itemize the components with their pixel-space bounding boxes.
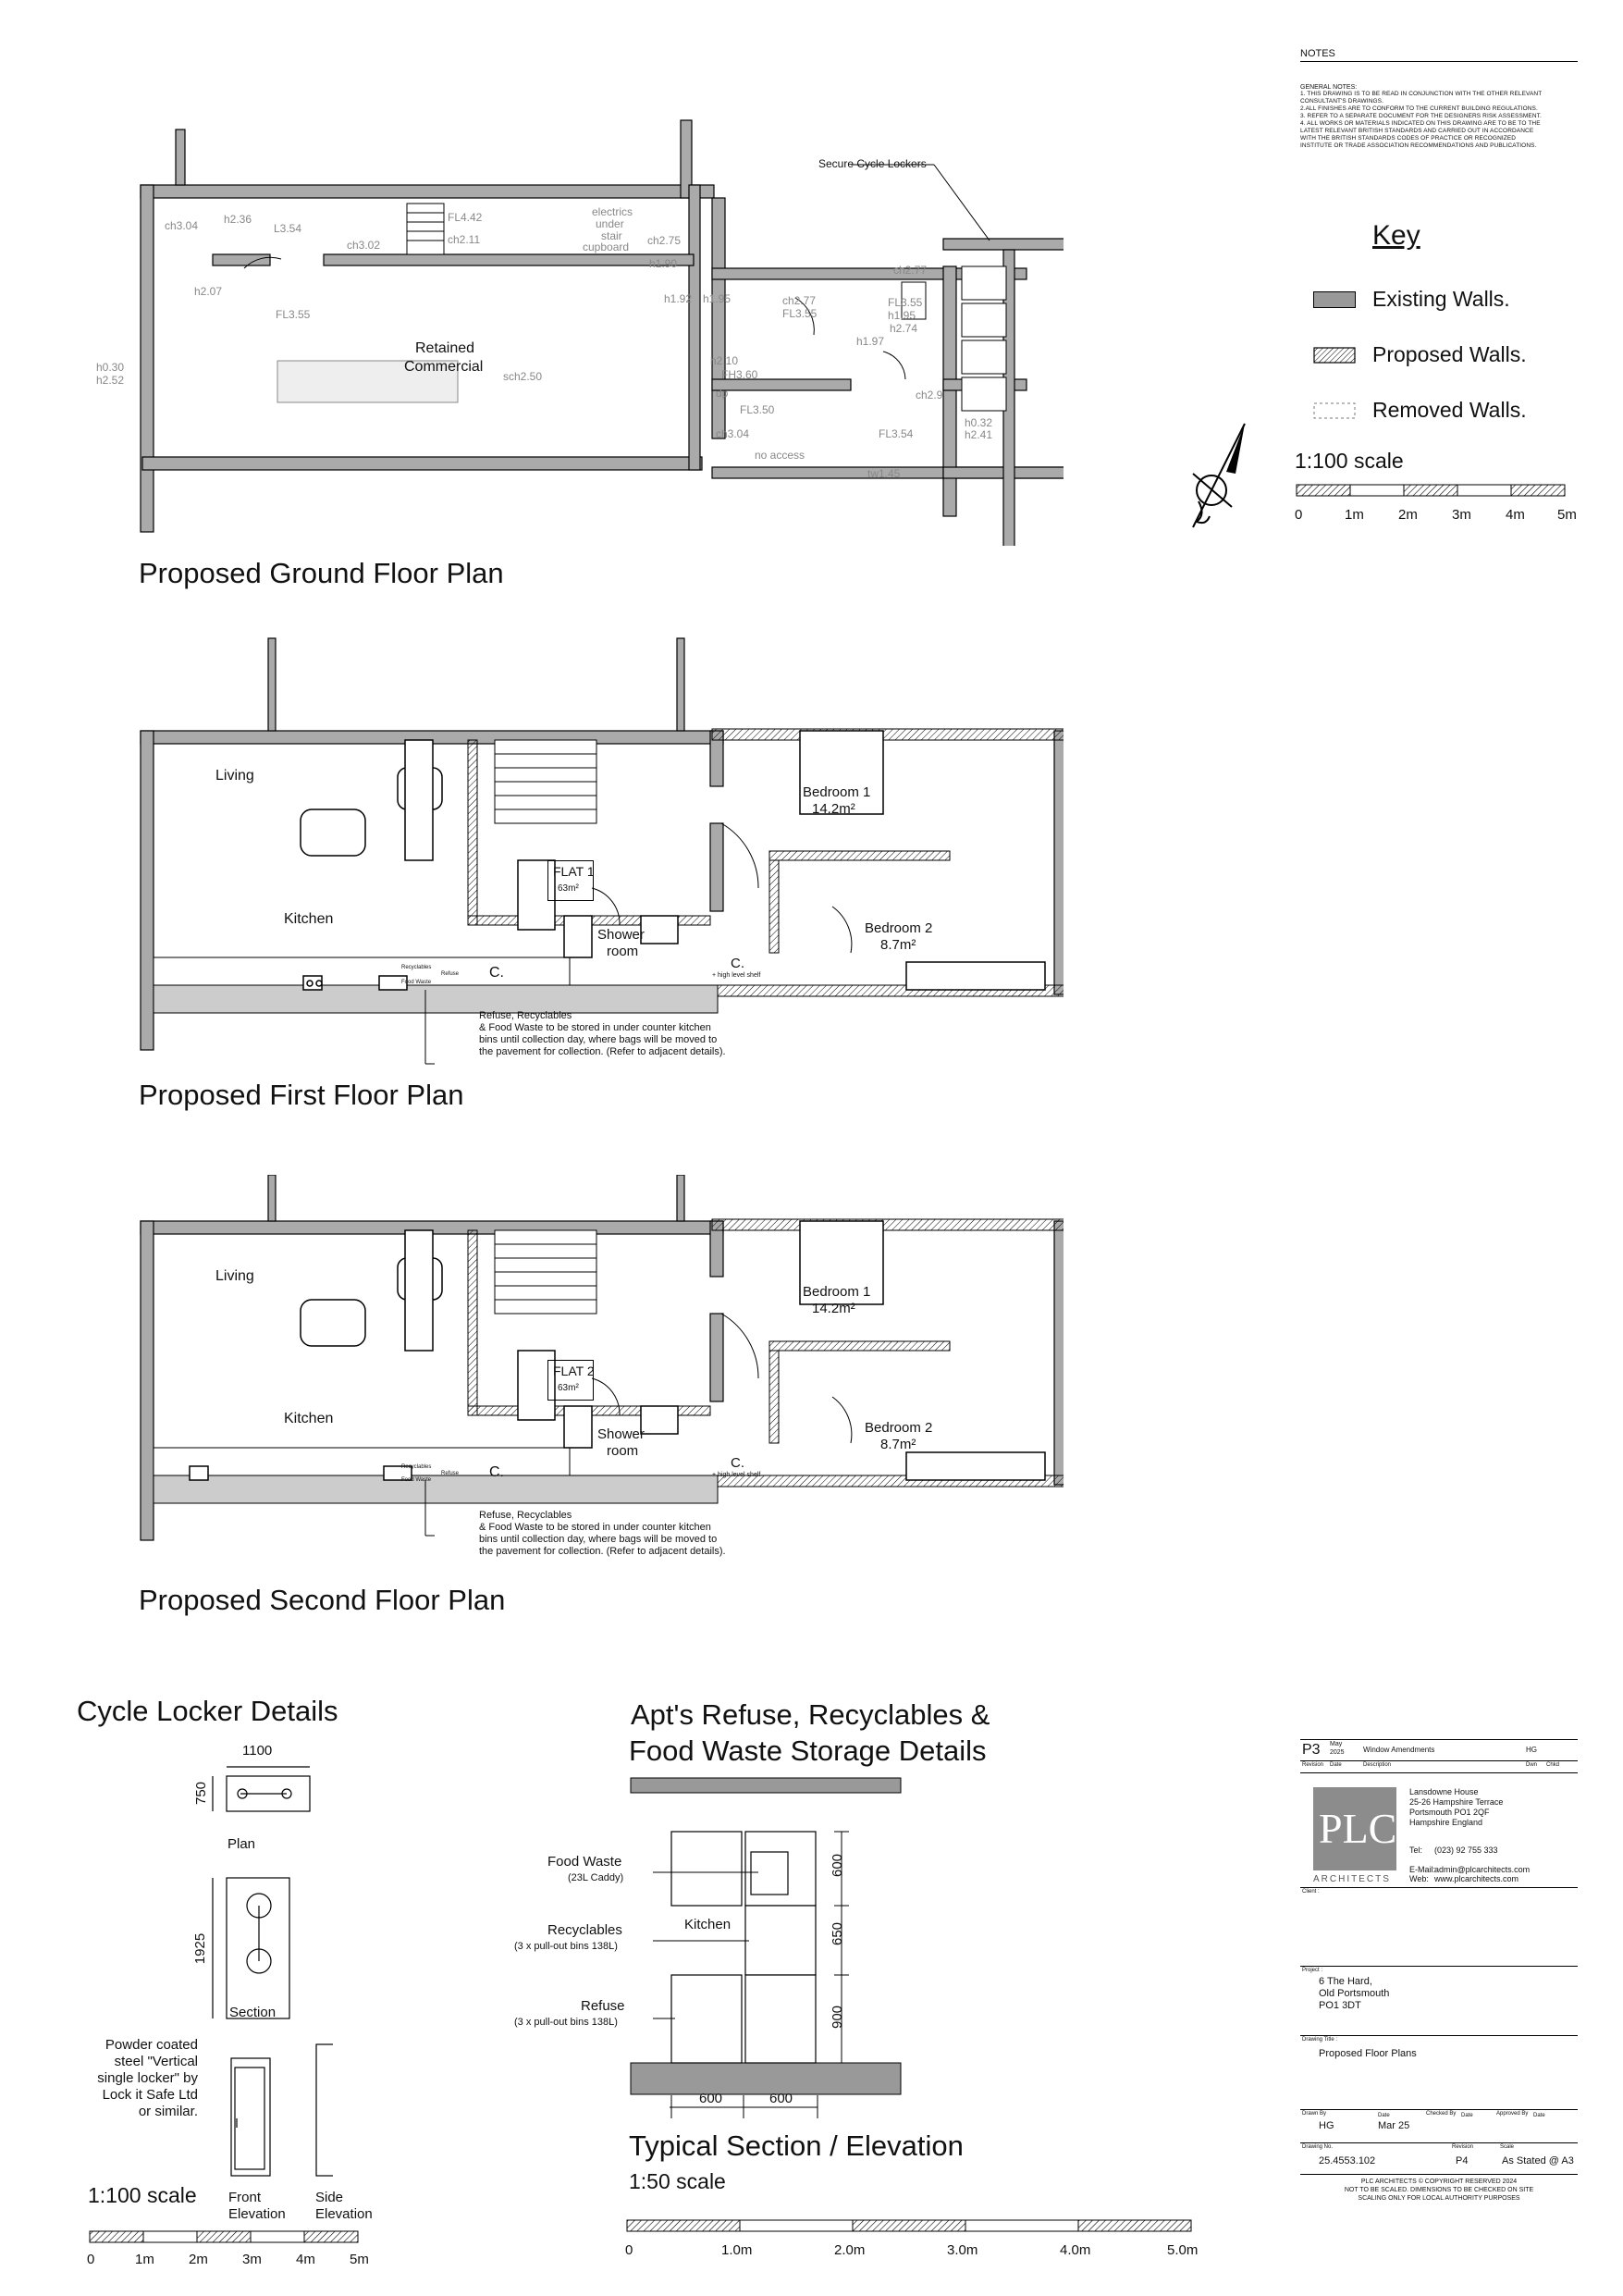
note-line: INSTITUTE OR TRADE ASSOCIATION RECOMMENDATIONS AND PUBLICATIONS.: [1300, 142, 1537, 149]
first-bed2-label: Bedroom 2: [865, 920, 933, 936]
footer-line: SCALING ONLY FOR LOCAL AUTHORITY PURPOSES: [1358, 2195, 1520, 2202]
scale-tick: 5.0m: [1167, 2242, 1199, 2258]
survey-label: cupboard: [583, 241, 630, 253]
survey-label: L3.54: [274, 222, 302, 235]
survey-label: h1.95: [888, 309, 916, 322]
drawn-by-value: HG: [1319, 2120, 1334, 2131]
refuse-food-waste-sub: (23L Caddy): [568, 1872, 624, 1883]
refuse-refuse-sub: (3 x pull-out bins 138L): [514, 2017, 618, 2028]
web-value: www.plcarchitects.com: [1434, 1874, 1519, 1883]
address-line: Portsmouth PO1 2QF: [1409, 1808, 1490, 1817]
survey-label: electrics: [592, 205, 633, 218]
survey-label: h1.92: [664, 292, 693, 305]
survey-label: ch3.02: [347, 239, 381, 252]
cycle-side-label-2: Elevation: [315, 2206, 373, 2222]
revision-label: Revision: [1452, 2144, 1474, 2150]
approved-date-label: Date: [1533, 2113, 1545, 2118]
ground-retained-label: Retained: [415, 340, 475, 356]
second-refuse-note: [479, 1510, 726, 1558]
refuse-refuse-label: Refuse: [581, 1998, 625, 2014]
second-room-label: room: [607, 1443, 639, 1459]
survey-label: h2.41: [965, 428, 993, 441]
drawing-title-value: Proposed Floor Plans: [1319, 2048, 1417, 2059]
first-plan-title: Proposed First Floor Plan: [139, 1079, 464, 1111]
survey-label: h1.95: [703, 292, 732, 305]
refuse-kitchen-label: Kitchen: [684, 1917, 732, 1932]
address-line: 25-26 Hampshire Terrace: [1409, 1797, 1504, 1807]
second-foodwaste-small: Food Waste: [401, 1477, 432, 1483]
second-plan-title: Proposed Second Floor Plan: [139, 1584, 506, 1616]
key-panel: [1295, 213, 1591, 546]
survey-label: no access: [755, 449, 805, 462]
cycle-description: [83, 2037, 198, 2120]
client-label: Client :: [1302, 1889, 1320, 1895]
scale-tick: 0: [625, 2242, 633, 2258]
first-living-label: Living: [215, 768, 254, 784]
scale-tick: 2.0m: [834, 2242, 866, 2258]
email-label: E-Mail:: [1409, 1865, 1436, 1874]
drawing-number-row: [1300, 2144, 1578, 2172]
second-cupboard-label: C.: [489, 1464, 504, 1480]
survey-label: h1.90: [649, 257, 678, 270]
cycle-plan-label: Plan: [227, 1836, 256, 1852]
notes-general-title: GENERAL NOTES:: [1300, 84, 1358, 91]
first-flat-area: 63m²: [558, 883, 579, 894]
cycle-front-label-2: Elevation: [228, 2206, 286, 2222]
tel-value: (023) 92 755 333: [1434, 1845, 1498, 1855]
cycle-locker-drawings: [185, 1748, 333, 2202]
note-line: 1. THIS DRAWING IS TO BE READ IN CONJUNCTION WITH THE OTHER RELEVANT: [1300, 91, 1543, 97]
copyright-footer: [1300, 2178, 1578, 2203]
survey-label: h0.30: [96, 361, 125, 374]
notes-panel: [1300, 48, 1578, 150]
survey-label: stair: [601, 229, 622, 242]
survey-label: h2.52: [96, 374, 125, 387]
plc-logo: [1313, 1787, 1396, 1870]
drawn-row: [1300, 2111, 1578, 2139]
address-line: Hampshire England: [1409, 1818, 1483, 1827]
cycle-title: Cycle Locker Details: [77, 1695, 338, 1727]
survey-label: ch2.9: [916, 389, 943, 401]
first-floor-plan: [129, 629, 1064, 1073]
footer-line: PLC ARCHITECTS © COPYRIGHT RESERVED 2024: [1360, 2179, 1518, 2185]
scale-tick: 4m: [1506, 507, 1525, 523]
drawing-no-label: Drawing No.: [1302, 2144, 1334, 2150]
survey-label: ch2.11: [448, 233, 481, 246]
second-kitchen-label: Kitchen: [284, 1411, 334, 1426]
note-line: Refuse, Recyclables: [479, 1010, 572, 1021]
survey-label: ch3.04: [716, 427, 750, 440]
notes-body: [1300, 91, 1578, 150]
ground-plan-title: Proposed Ground Floor Plan: [139, 557, 504, 589]
first-room-label: room: [607, 944, 639, 959]
scale-tick: 2m: [1398, 507, 1418, 523]
survey-label: h1.97: [856, 335, 885, 348]
survey-label: h2.10: [710, 354, 739, 367]
refuse-recyclables-sub: (3 x pull-out bins 138L): [514, 1941, 618, 1952]
scale-tick: 4m: [296, 2252, 315, 2267]
project-address: [1319, 1976, 1389, 2012]
address-line: Lansdowne House: [1409, 1787, 1479, 1796]
rev-desc: Window Amendments: [1363, 1746, 1435, 1754]
cycle-desc-line: single locker" by: [97, 2070, 198, 2086]
refuse-dim-h2: 650: [830, 1921, 846, 1946]
revision-value: P4: [1456, 2155, 1469, 2166]
scale-tick: 1m: [135, 2252, 154, 2267]
note-line: bins until collection day, where bags will be moved to: [479, 1534, 718, 1545]
scale-tick: 1m: [1345, 507, 1364, 523]
footer-line: NOT TO BE SCALED. DIMENSIONS TO BE CHECKED ON SITE: [1344, 2187, 1534, 2193]
project-label: Project :: [1302, 1968, 1323, 1973]
ground-cycle-lockers-label: Secure Cycle Lockers: [818, 157, 927, 170]
second-bed1-label: Bedroom 1: [803, 1284, 871, 1300]
refuse-section-title: Typical Section / Elevation: [629, 2129, 964, 2162]
ground-floor-plan: [129, 56, 1064, 546]
rev-hdr: Chkd: [1546, 1762, 1560, 1768]
survey-label: ch3.04: [165, 219, 199, 232]
key-title: Key: [1372, 220, 1420, 251]
note-line: 4. ALL WORKS OR MATERIALS INDICATED ON THIS DRAWING ARE TO BE TO THE: [1300, 120, 1541, 127]
project-line: Old Portsmouth: [1319, 1988, 1390, 1999]
cycle-desc-line: steel "Vertical: [114, 2054, 198, 2069]
cycle-depth-dim: 750: [193, 1781, 210, 1806]
first-refuse-small: Refuse: [441, 971, 460, 977]
key-scale-label: 1:100 scale: [1295, 449, 1404, 473]
survey-label: sch2.50: [503, 370, 543, 383]
cycle-side-label-1: Side: [315, 2190, 344, 2205]
first-bed1-area: 14.2m²: [812, 801, 855, 817]
refuse-section-drawing: [629, 1776, 925, 2128]
drawn-by-label: Drawn By: [1302, 2111, 1327, 2117]
refuse-recyclables-label: Recyclables: [547, 1922, 622, 1938]
second-floor-plan: [129, 1175, 1064, 1563]
office-address: [1409, 1787, 1503, 1828]
revision-header: [1300, 1761, 1578, 1773]
approved-label: Approved By: [1496, 2111, 1529, 2117]
note-line: 2.ALL FINISHES ARE TO CONFORM TO THE CURRENT BUILDING REGULATIONS.: [1300, 105, 1538, 112]
first-recyclables-small: Recyclables: [401, 965, 432, 970]
drawing-title-label: Drawing Title :: [1302, 2037, 1338, 2043]
first-bed1-label: Bedroom 1: [803, 784, 871, 800]
survey-label: ch2.77: [893, 264, 928, 277]
scale-tick: 5m: [1557, 507, 1577, 523]
second-bed2-area: 8.7m²: [880, 1437, 916, 1452]
date-label: Date: [1378, 2113, 1390, 2118]
scale-tick: 0: [87, 2252, 95, 2267]
survey-label: FH3.60: [721, 368, 758, 381]
scale-tick: 3m: [242, 2252, 262, 2267]
survey-label: FL4.42: [448, 211, 483, 224]
second-bed2-label: Bedroom 2: [865, 1420, 933, 1436]
refuse-title-line-1: Apt's Refuse, Recyclables &: [631, 1698, 990, 1731]
cycle-height-dim: 1925: [192, 1932, 209, 1965]
refuse-scale-label: 1:50 scale: [629, 2169, 726, 2193]
removed-wall-swatch: [1313, 402, 1356, 419]
survey-label: under: [596, 217, 624, 230]
rev-hdr: Dwn: [1526, 1762, 1538, 1768]
survey-label: FL3.54: [879, 427, 914, 440]
ground-commercial-label: Commercial: [404, 359, 484, 375]
notes-header: NOTES: [1300, 48, 1578, 62]
refuse-scale-bar: [625, 2216, 1199, 2239]
scale-tick: 4.0m: [1060, 2242, 1091, 2258]
rev-date-2: 2025: [1330, 1749, 1345, 1756]
rev-hdr: Revision: [1302, 1762, 1324, 1768]
note-line: & Food Waste to be stored in under counter kitchen: [479, 1522, 711, 1533]
cycle-desc-line: Lock it Safe Ltd: [102, 2087, 198, 2103]
second-shower-label: Shower: [597, 1426, 645, 1442]
first-kitchen-label: Kitchen: [284, 911, 334, 927]
scale-tick: 2m: [189, 2252, 208, 2267]
second-cupboard2-label: C.: [731, 1455, 744, 1471]
scale-tick: 1.0m: [721, 2242, 753, 2258]
checked-label: Checked By: [1426, 2111, 1457, 2117]
checked-date-label: Date: [1461, 2113, 1473, 2118]
key-removed-label: Removed Walls.: [1372, 398, 1527, 422]
survey-label: ch2.75: [647, 234, 682, 247]
logo-text: PLC: [1319, 1805, 1397, 1852]
survey-label: dp: [716, 387, 729, 400]
date-value: Mar 25: [1378, 2120, 1410, 2131]
survey-label: FL3.55: [782, 307, 818, 320]
first-shower-label: Shower: [597, 927, 645, 943]
survey-label: tw1.45: [867, 467, 901, 480]
first-cupboard-label: C.: [489, 965, 504, 981]
survey-label: FL3.55: [888, 296, 923, 309]
first-shelf-label: + high level shelf: [712, 972, 761, 979]
cycle-section-label: Section: [229, 2005, 277, 2020]
refuse-dim-h1: 600: [830, 1853, 846, 1878]
second-living-label: Living: [215, 1268, 254, 1284]
refuse-title-line-2: Food Waste Storage Details: [629, 1734, 987, 1767]
note-line: bins until collection day, where bags will be moved to: [479, 1034, 718, 1045]
second-refuse-small: Refuse: [441, 1471, 460, 1476]
survey-label: h2.36: [224, 213, 252, 226]
second-flat-area: 63m²: [558, 1383, 579, 1393]
scale-tick: 5m: [350, 2252, 369, 2267]
project-line: PO1 3DT: [1319, 2000, 1361, 2011]
tel-label: Tel:: [1409, 1845, 1423, 1855]
first-cupboard2-label: C.: [731, 956, 744, 971]
web-label: Web:: [1409, 1874, 1429, 1883]
survey-label: FL3.50: [740, 403, 775, 416]
key-scale-bar: [1295, 483, 1591, 501]
note-line: the pavement for collection. (Refer to adjacent details).: [479, 1546, 726, 1557]
rev-code: P3: [1302, 1742, 1321, 1758]
scale-value: As Stated @ A3: [1502, 2155, 1574, 2166]
north-arrow-icon: [1174, 416, 1258, 537]
cycle-scale-label: 1:100 scale: [88, 2183, 197, 2207]
note-line: the pavement for collection. (Refer to adjacent details).: [479, 1046, 726, 1057]
first-refuse-note: [479, 1010, 726, 1058]
existing-wall-swatch: [1313, 291, 1356, 308]
second-recyclables-small: Recyclables: [401, 1464, 432, 1470]
scale-tick: 3.0m: [947, 2242, 978, 2258]
second-bed1-area: 14.2m²: [812, 1301, 855, 1316]
cycle-scale-bar: [88, 2229, 375, 2248]
scale-tick: 3m: [1452, 507, 1471, 523]
drawing-no-value: 25.4553.102: [1319, 2155, 1376, 2166]
rev-date-1: May: [1330, 1741, 1343, 1747]
note-line: CONSULTANT'S DRAWINGS.: [1300, 98, 1383, 105]
survey-label: FL3.55: [276, 308, 311, 321]
note-line: LATEST RELEVANT BRITISH STANDARDS AND CARRIED OUT IN ACCORDANCE: [1300, 128, 1534, 134]
second-flat-label: FLAT 2: [553, 1364, 595, 1378]
proposed-wall-swatch: [1313, 347, 1356, 364]
survey-label: h2.74: [890, 322, 918, 335]
email-value: admin@plcarchitects.com: [1434, 1865, 1531, 1874]
key-proposed-label: Proposed Walls.: [1372, 342, 1527, 366]
project-line: 6 The Hard,: [1319, 1976, 1372, 1987]
first-foodwaste-small: Food Waste: [401, 980, 432, 985]
logo-subtext: ARCHITECTS: [1313, 1874, 1391, 1884]
survey-label: ch2.77: [782, 294, 817, 307]
note-line: & Food Waste to be stored in under counter kitchen: [479, 1022, 711, 1033]
rev-hdr: Description: [1363, 1762, 1392, 1768]
first-bed2-area: 8.7m²: [880, 937, 916, 953]
survey-label: h0.32: [965, 416, 993, 429]
refuse-dim-h3: 900: [830, 2005, 846, 2030]
key-existing-label: Existing Walls.: [1372, 287, 1510, 311]
rev-hdr: Date: [1330, 1762, 1342, 1768]
cycle-desc-line: or similar.: [138, 2104, 198, 2119]
cycle-desc-line: Powder coated: [105, 2037, 198, 2053]
revision-row: [1300, 1739, 1578, 1761]
survey-label: h2.07: [194, 285, 223, 298]
cycle-front-label-1: Front: [228, 2190, 262, 2205]
scale-label: Scale: [1500, 2144, 1515, 2150]
refuse-dim-w2: 600: [769, 2091, 793, 2106]
first-flat-label: FLAT 1: [553, 864, 595, 879]
title-block: [1300, 1739, 1578, 2285]
refuse-dim-w1: 600: [699, 2091, 723, 2106]
second-shelf-label: + high level shelf: [712, 1472, 761, 1478]
note-line: 3. REFER TO A SEPARATE DOCUMENT FOR THE DESIGNERS RISK ASSESSMENT.: [1300, 113, 1542, 119]
rev-by: HG: [1526, 1746, 1537, 1754]
refuse-food-waste-label: Food Waste: [547, 1854, 622, 1870]
note-line: Refuse, Recyclables: [479, 1510, 572, 1521]
scale-tick: 0: [1295, 507, 1303, 523]
note-line: WITH THE BRITISH STANDARDS CODES OF PRACTICE OR RECOGNIZED: [1300, 135, 1517, 142]
cycle-width-dim: 1100: [242, 1743, 273, 1759]
